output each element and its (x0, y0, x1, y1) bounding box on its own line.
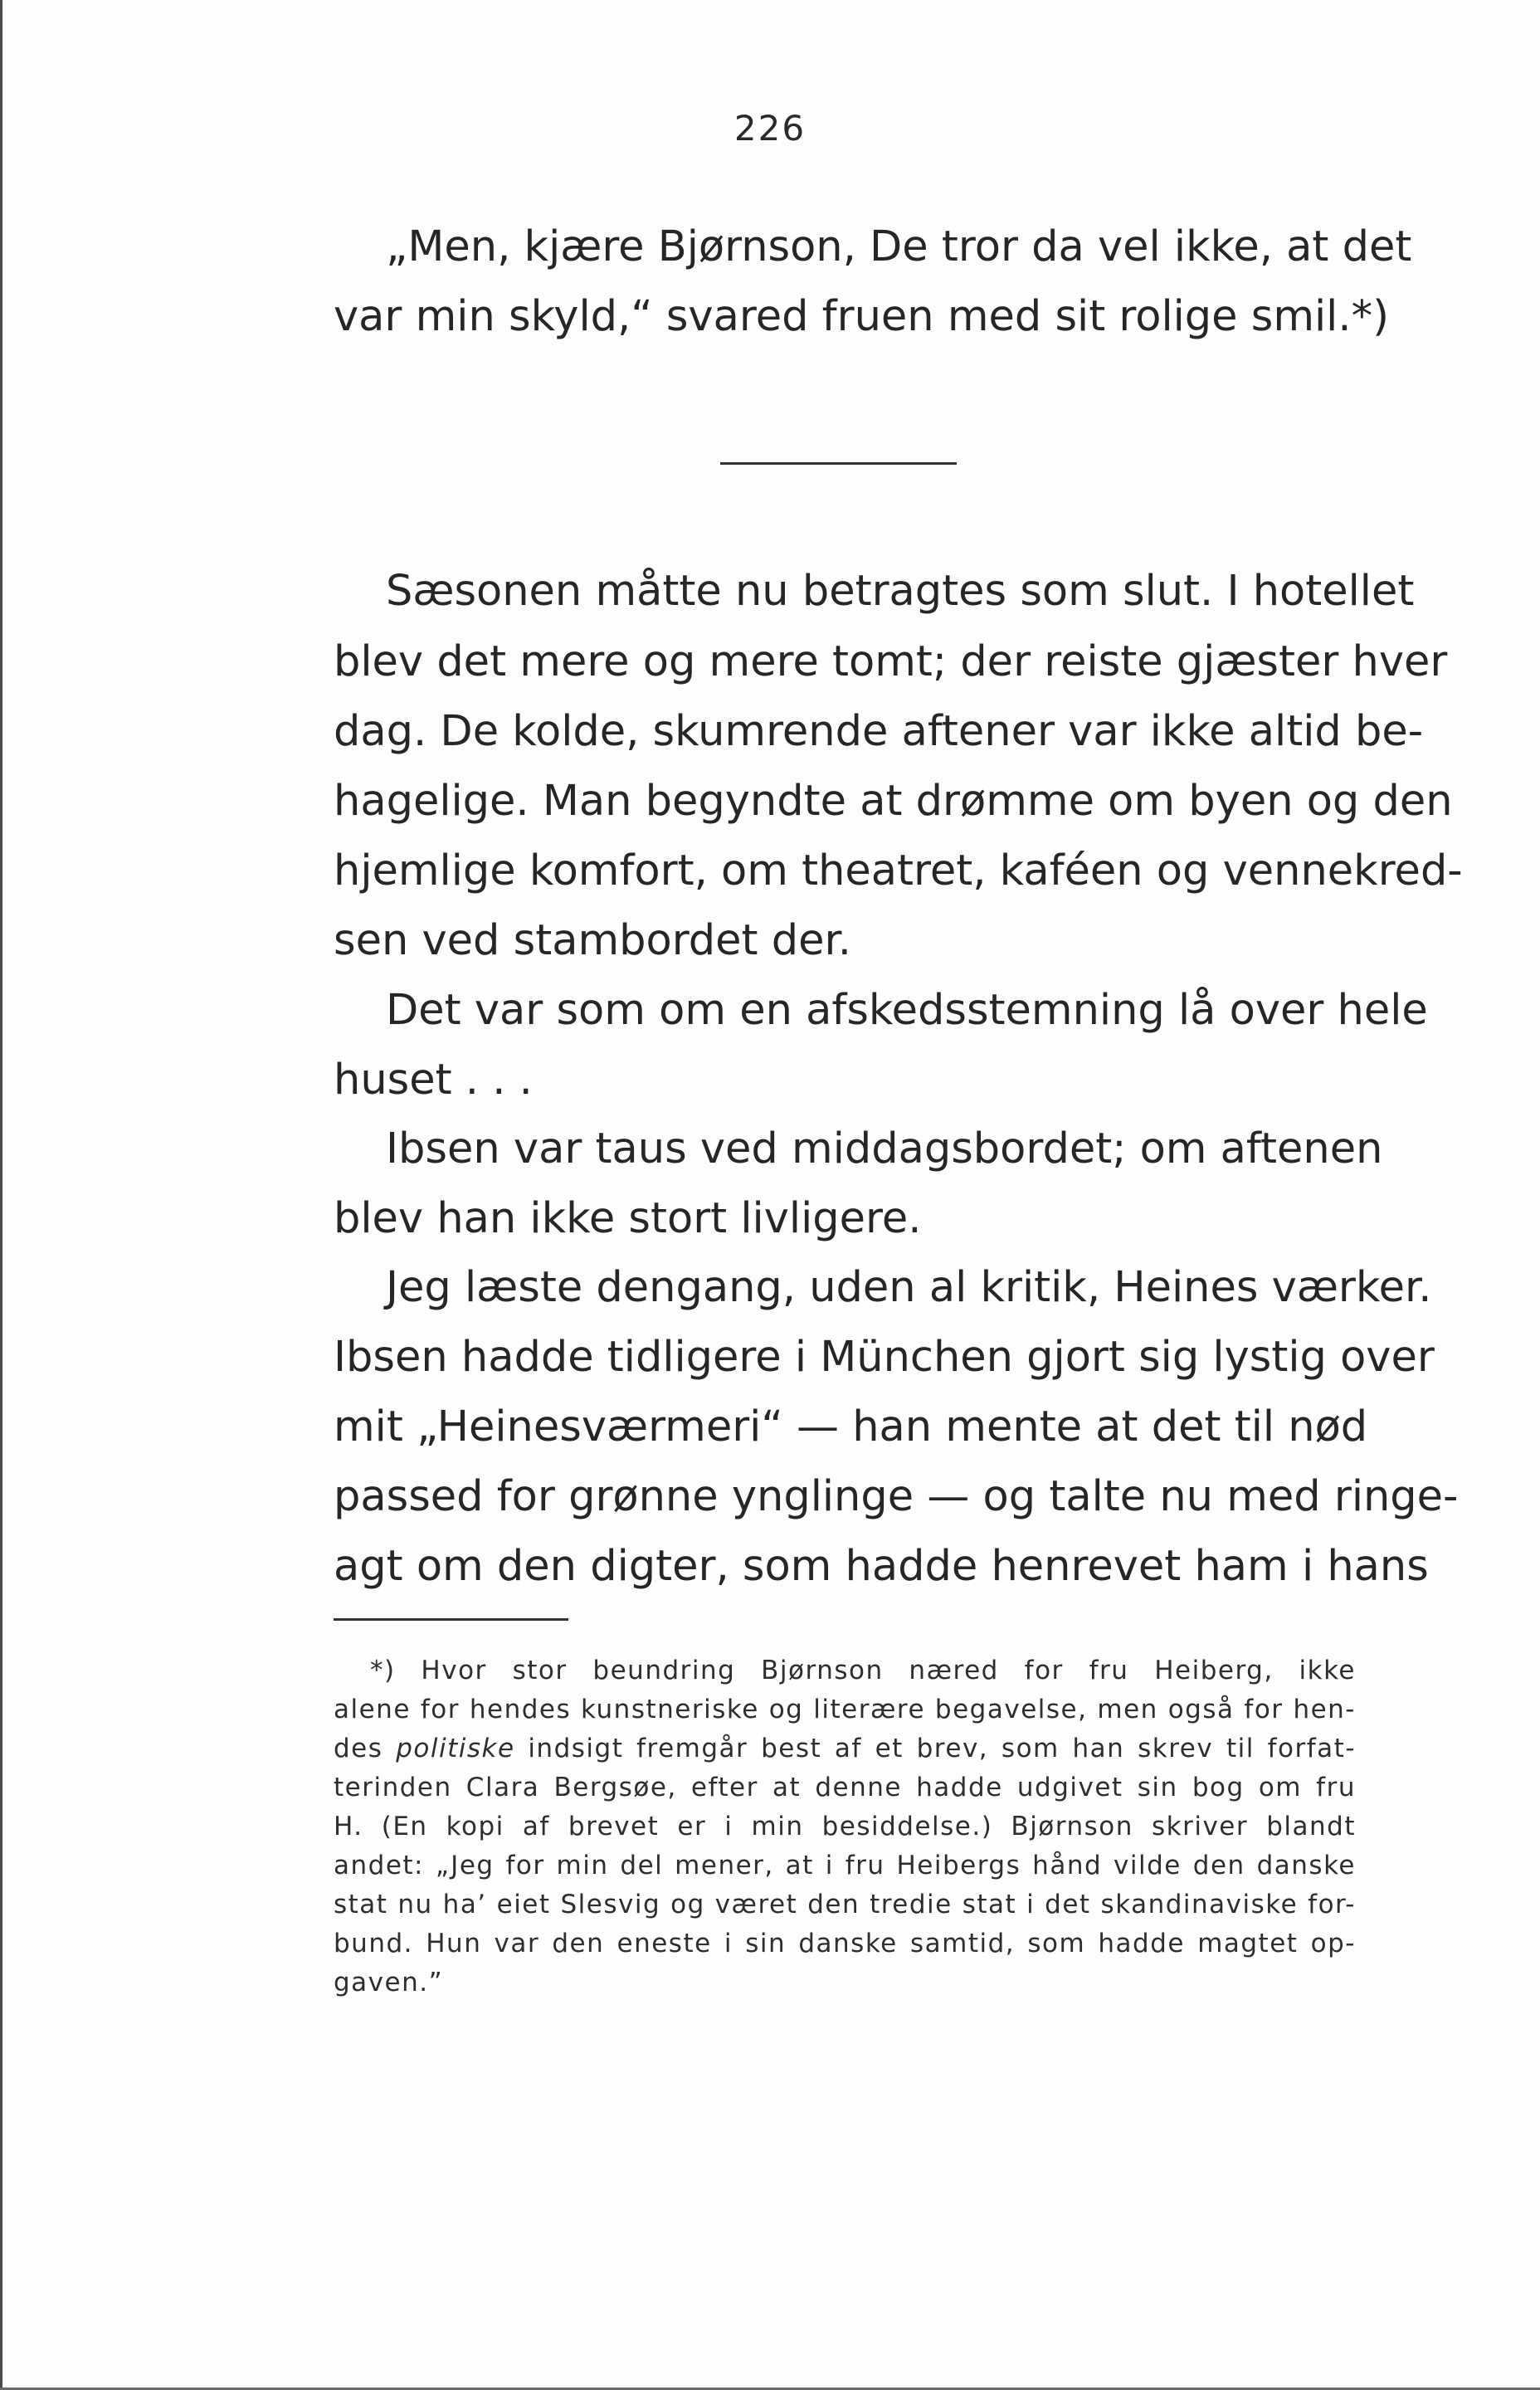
footnote-line: *) Hvor stor beundring Bjørnson næred for fru Heiberg, ikke (370, 1656, 1356, 1685)
footnote-emphasis: politiske (396, 1734, 515, 1763)
body-line: hjemlige komfort, om theatret, kaféen og vennekred- (334, 846, 1463, 895)
body-line: Sæsonen måtte nu betragtes som slut. I hotellet (386, 567, 1415, 616)
footnote-divider (334, 1618, 568, 1621)
body-line: Jeg læste dengang, uden al kritik, Heines værker. (386, 1263, 1432, 1312)
body-line: Ibsen var taus ved middagsbordet; om aftenen (386, 1124, 1383, 1173)
footnote-text: des (334, 1734, 383, 1763)
footnote-line: andet: „Jeg for min del mener, at i fru Heibergs hånd vilde den danske (334, 1851, 1356, 1880)
body-line: blev det mere og mere tomt; der reiste gjæster hver (334, 637, 1448, 686)
footnote-line: bund. Hun var den eneste i sin danske samtid, som hadde magtet op- (334, 1929, 1356, 1958)
body-line: Ibsen hadde tidligere i München gjort sig lystig over (334, 1333, 1435, 1382)
footnote-line: terinden Clara Bergsøe, efter at denne hadde udgivet sin bog om fru (334, 1773, 1356, 1802)
body-line: var min skyld,“ svared fruen med sit rolige smil.*) (334, 292, 1389, 341)
body-line: passed for grønne ynglinge — og talte nu med ringe- (334, 1472, 1459, 1521)
body-line: mit „Heinesværmeri“ — han mente at det til nød (334, 1402, 1368, 1451)
footnote-line: stat nu ha’ eiet Slesvig og været den tredie stat i det skandinaviske for- (334, 1890, 1356, 1919)
footnote-text: indsigt fremgår best af et brev, som han skrev til forfat- (528, 1734, 1357, 1763)
body-line: blev han ikke stort livligere. (334, 1194, 922, 1243)
body-line: Det var som om en afskedsstemning lå over hele (386, 986, 1428, 1035)
body-line: sen ved stambordet der. (334, 916, 851, 965)
body-line: huset . . . (334, 1056, 533, 1105)
page-left-edge (0, 0, 2, 2390)
footnote-line: H. (En kopi af brevet er i min besiddelse.) Bjørnson skriver blandt (334, 1812, 1356, 1841)
body-line: hagelige. Man begyndte at drømme om byen og den (334, 777, 1453, 826)
body-line: agt om den digter, som hadde henrevet ham i hans (334, 1542, 1429, 1591)
body-line: dag. De kolde, skumrende aftener var ikke altid be- (334, 707, 1424, 756)
section-divider (720, 462, 957, 465)
footnote-line: gaven.” (334, 1968, 444, 1997)
page-number: 226 (733, 108, 807, 149)
footnote-line: alene for hendes kunstneriske og literære begavelse, men også for hen- (334, 1695, 1356, 1724)
body-line: „Men, kjære Bjørnson, De tror da vel ikke, at det (386, 222, 1412, 271)
footnote-line (334, 1729, 1356, 1768)
